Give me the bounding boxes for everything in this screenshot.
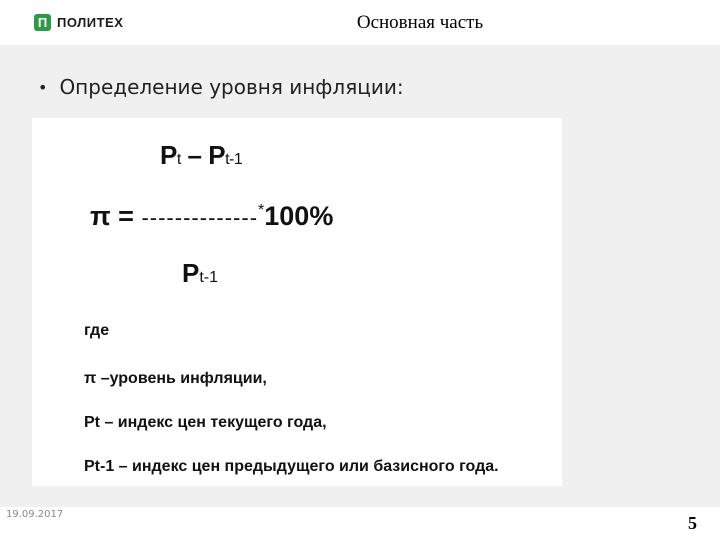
- formula-image: [32, 118, 562, 486]
- legend-line: где: [84, 322, 110, 339]
- numerator-p: P: [160, 140, 177, 170]
- page-number: 5: [688, 513, 697, 533]
- politech-logo-icon: П: [34, 14, 51, 31]
- multiply-sign: *: [258, 202, 265, 219]
- legend-line: Pt-1 – индекс цен предыдущего или базисного года.: [84, 458, 499, 475]
- formula-denominator: [182, 258, 218, 289]
- legend-line: π –уровень инфляции,: [84, 370, 267, 387]
- slide-date: 19.09.2017: [6, 509, 64, 520]
- slide-header: [0, 0, 720, 44]
- bullet-item: [38, 75, 404, 99]
- denominator-p: P: [182, 258, 200, 288]
- formula-main-line: [90, 201, 333, 232]
- numerator-p-sub: t: [176, 151, 181, 168]
- politech-logo: [34, 13, 123, 31]
- legend-line: Pt – индекс цен текущего года,: [84, 414, 327, 431]
- bullet-text: Определение уровня инфляции:: [59, 75, 404, 99]
- formula-percent: 100%: [264, 201, 334, 231]
- numerator-p2-sub: t-1: [225, 151, 243, 168]
- fraction-bar: --------------: [141, 205, 259, 230]
- denominator-p-sub: t-1: [199, 269, 219, 286]
- numerator-minus: –: [180, 140, 209, 170]
- slide-title: Основная часть: [356, 12, 484, 33]
- logo-text: ПОЛИТЕХ: [57, 14, 124, 30]
- formula-numerator: [160, 140, 242, 171]
- bullet-dot-icon: •: [38, 77, 48, 97]
- numerator-p2: P: [208, 140, 226, 170]
- formula-lhs: π =: [90, 201, 142, 231]
